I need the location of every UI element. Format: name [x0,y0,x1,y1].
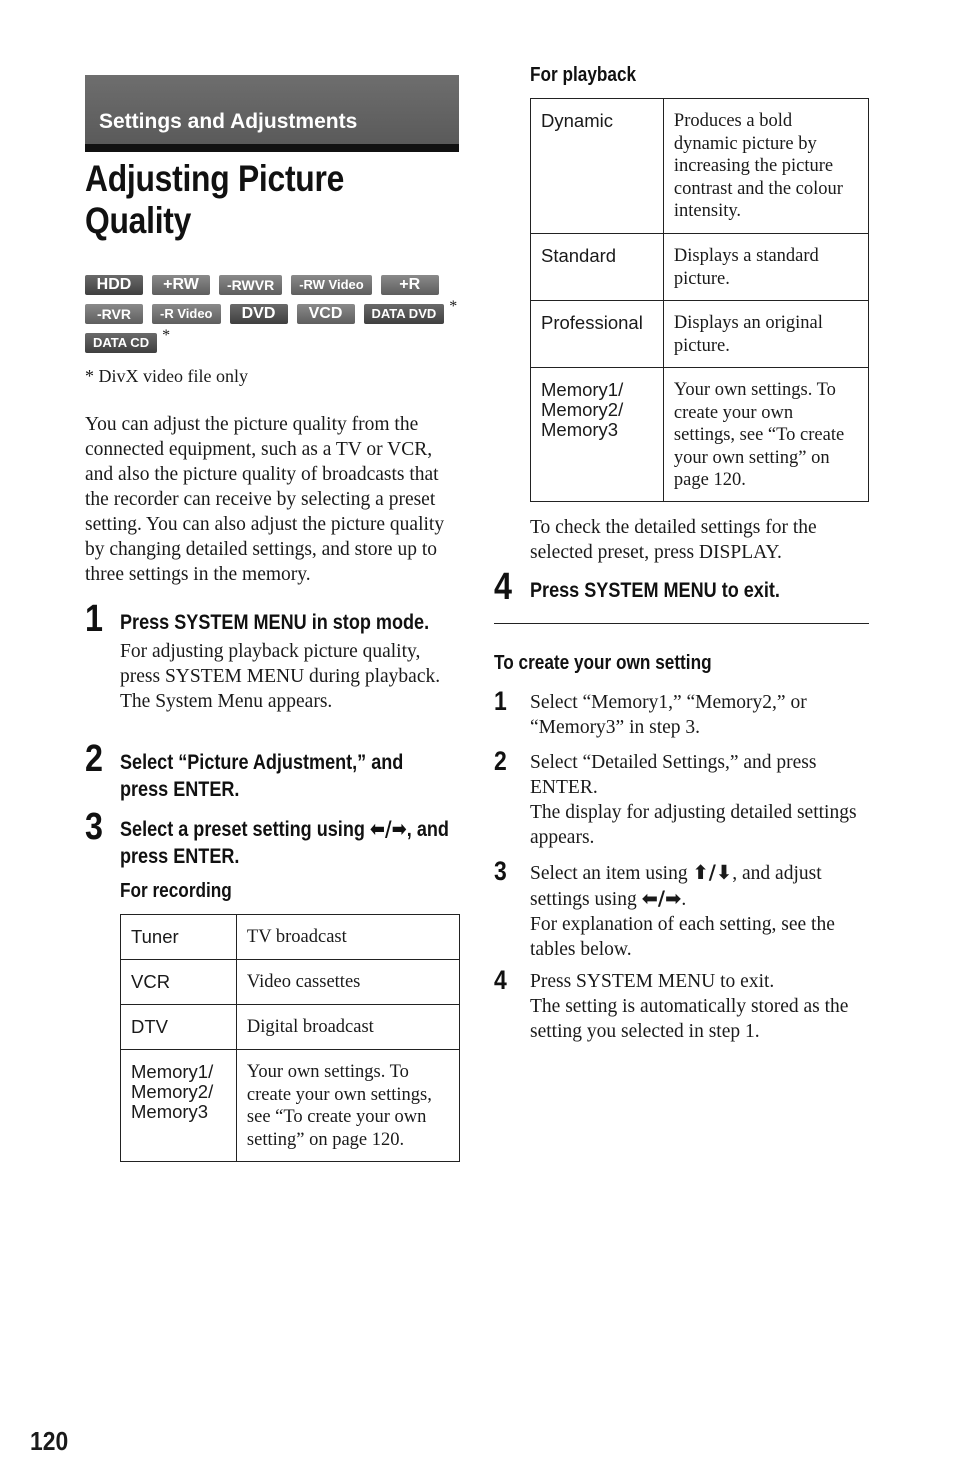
preset-name: Professional [531,301,664,368]
for-playback-title: For playback [530,64,637,86]
own-step-number-1: 1 [494,686,507,716]
divx-footnote: * DivX video file only [85,366,248,386]
own-step-4-text: Press SYSTEM MENU to exit. The setting is automatically stored as the setting you selected in step 1. [530,971,849,1042]
own-setting-title: To create your own setting [494,652,712,674]
table-row [121,915,460,960]
preset-name: Memory1/ Memory2/ Memory3 [531,368,664,502]
preset-description: TV broadcast [236,915,459,960]
for-recording-title: For recording [120,880,232,902]
preset-name: Dynamic [531,99,664,234]
table-row [121,960,460,1005]
divx-footnote-star: * [449,298,458,315]
intro-paragraph: You can adjust the picture quality from the connected equipment, such as a TV or VCR, and also the picture quality of broadcasts that the recorder can receive by selecting a preset setting. You can also adjust the picture quality by changing detailed settings, and store up to three settings in the memory. [85,414,445,585]
disc-icons-row-3 [85,327,171,353]
preset-description: Digital broadcast [236,1005,459,1050]
step-2-heading: Select “Picture Adjustment,” and press ENTER. [120,751,404,801]
plus-r-disc-icon: +R [381,275,439,295]
disc-icons-row-1 [85,275,439,295]
step-4-heading: Press SYSTEM MENU to exit. [530,579,780,602]
preset-description: Displays a standard picture. [663,234,868,301]
dvd-disc-icon: DVD [230,304,288,324]
own-step-1-text: Select “Memory1,” “Memory2,” or “Memory3” in step 3. [530,692,807,738]
step-number-1: 1 [85,598,103,640]
minus-r-vr-disc-icon: -RVR [85,304,143,324]
step-1-heading: Press SYSTEM MENU in stop mode. [120,611,430,634]
up-down-arrow-icon: ⬆/⬇ [692,861,733,884]
minus-rw-video-disc-icon: -RW Video [291,275,372,295]
table-row [531,234,869,301]
table-row [531,99,869,234]
left-right-arrow-icon: ⬅/➡ [641,887,682,910]
section-title: Settings and Adjustments [99,110,358,133]
preset-name: Standard [531,234,664,301]
own-step-3-text: Select an item using ⬆/⬇, and adjust settings using ⬅/➡. For explanation of each setting, see the tables below. [530,861,835,960]
minus-rw-vr-disc-icon: -RWVR [219,275,282,295]
step-number-3: 3 [85,806,103,848]
preset-name: VCR [121,960,237,1005]
vcd-disc-icon: VCD [297,304,355,324]
disc-icons-row-2 [85,298,458,324]
page-number: 120 [30,1426,69,1456]
step-3-heading: Select a preset setting using ⬅/➡, and press ENTER. [120,817,449,868]
page-title: Adjusting Picture Quality [85,158,345,241]
table-row [531,301,869,368]
hdd-disc-icon: HDD [85,275,143,295]
preset-name: DTV [121,1005,237,1050]
preset-name: Memory1/ Memory2/ Memory3 [121,1050,237,1162]
table-row [531,368,869,502]
preset-description: Produces a bold dynamic picture by increasing the picture contrast and the colour intensity. [663,99,868,234]
preset-name: Tuner [121,915,237,960]
section-divider [494,623,869,624]
table-row [121,1005,460,1050]
section-header-bar [85,75,459,152]
left-right-arrow-icon: ⬅/➡ [369,817,407,841]
own-step-number-3: 3 [494,856,507,886]
playback-presets-table [530,98,869,502]
step-1-body: For adjusting playback picture quality, press SYSTEM MENU during playback. The System Menu appears. [120,641,441,712]
divx-footnote-star-2: * [162,327,171,344]
own-step-2-text: Select “Detailed Settings,” and press ENTER. The display for adjusting detailed settings appears. [530,752,857,848]
step-number-4: 4 [494,566,512,608]
preset-description: Your own settings. To create your own settings, see “To create your own setting” on page 120. [236,1050,459,1162]
recording-presets-table [120,914,460,1162]
preset-description: Displays an original picture. [663,301,868,368]
preset-description: Video cassettes [236,960,459,1005]
preset-description: Your own settings. To create your own settings, see “To create your own setting” on page 120. [663,368,868,502]
data-cd-disc-icon: DATA CD [85,333,157,353]
step-number-2: 2 [85,738,103,780]
display-tip: To check the detailed settings for the selected preset, press DISPLAY. [530,517,817,563]
own-step-number-2: 2 [494,746,507,776]
plus-rw-disc-icon: +RW [152,275,210,295]
minus-r-video-disc-icon: -R Video [152,304,221,324]
data-dvd-disc-icon: DATA DVD [364,304,445,324]
table-row [121,1050,460,1162]
own-step-number-4: 4 [494,965,507,995]
